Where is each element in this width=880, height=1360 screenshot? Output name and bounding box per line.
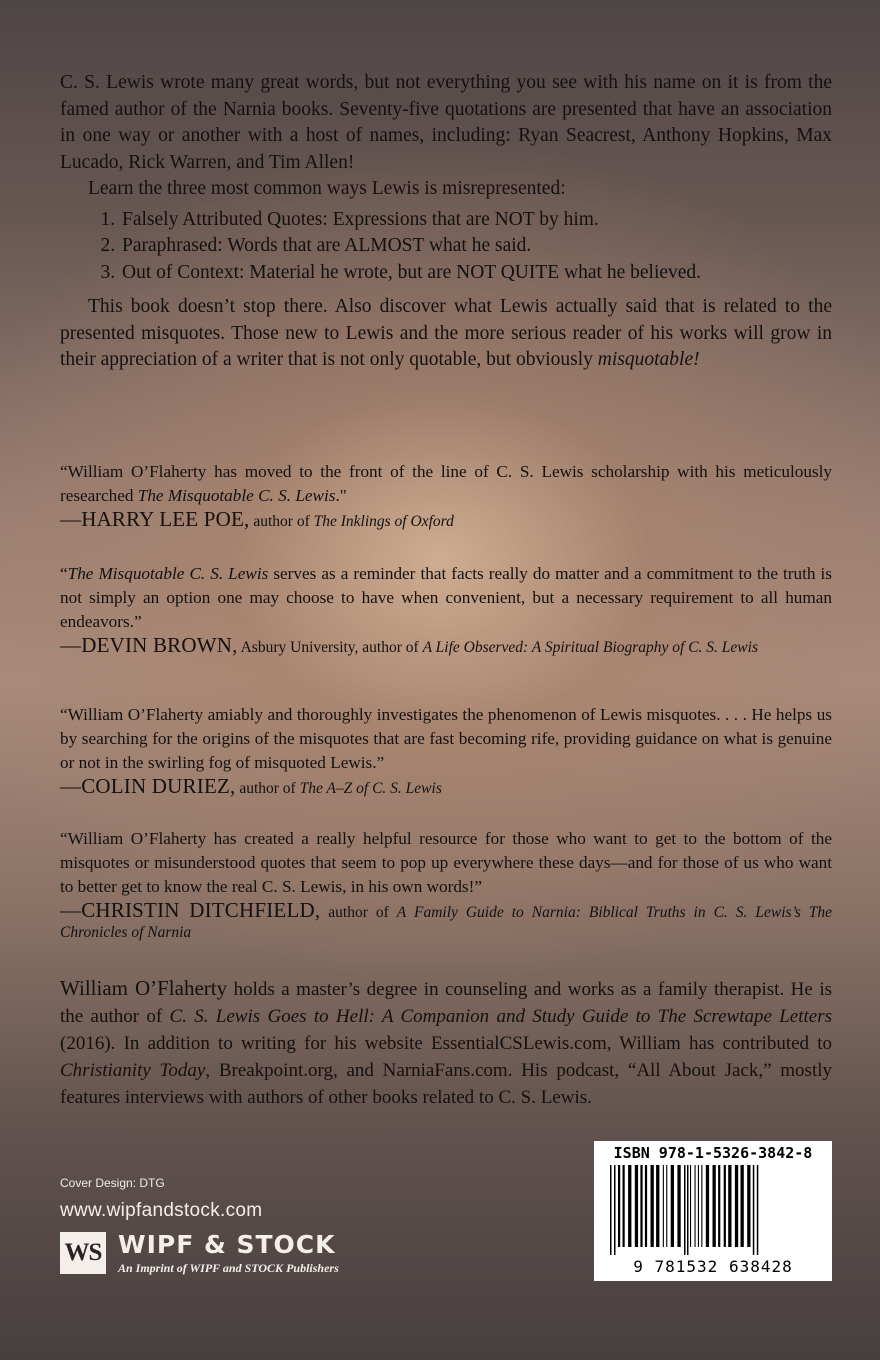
author-name: William O’Flaherty bbox=[60, 976, 228, 1000]
publisher-imprint: An Imprint of WIPF and STOCK Publishers bbox=[118, 1261, 339, 1275]
barcode-bar bbox=[610, 1165, 612, 1255]
endorsement-quote: “William O’Flaherty has moved to the front of the line of C. S. Lewis scholarship with his meticulously researched The Misquotable C. S. Lewis." bbox=[60, 462, 832, 505]
barcode-bar bbox=[623, 1165, 625, 1247]
barcode-bar bbox=[690, 1165, 691, 1247]
endorsement-brown bbox=[60, 562, 832, 658]
endorser-name: —CHRISTIN DITCHFIELD, bbox=[60, 898, 321, 922]
endorsement-attribution: —HARRY LEE POE, author of The Inklings of Oxford bbox=[60, 507, 454, 531]
barcode-bar bbox=[684, 1165, 686, 1255]
endorser-name: —HARRY LEE POE, bbox=[60, 507, 250, 531]
barcode-bar bbox=[701, 1165, 702, 1247]
author-bio: William O’Flaherty holds a master’s degree in counseling and works as a family therapist. He is the author of C. S. Lewis Goes to Hell: A Companion and Study Guide to The Screwtape Letters (2016). In addition to writing for his website EssentialCSLewis.com, William has contributed to Christianity Today, Breakpoint.org, and NarniaFans.com. His podcast, “All About Jack,” mostly features interviews with authors of other books related to C. S. Lewis. bbox=[60, 976, 833, 1108]
cover-design-credit: Cover Design: DTG bbox=[60, 1176, 165, 1190]
endorsement-quote: “William O’Flaherty has created a really helpful resource for those who want to get to the bottom of the misquotes or misunderstood quotes that seem to pop up everywhere these days—and for those of us who want to better get to know the real C. S. Lewis, in his own words!” bbox=[60, 829, 832, 896]
barcode-bar bbox=[656, 1165, 659, 1247]
barcode-bar bbox=[628, 1165, 631, 1247]
barcode-bar bbox=[687, 1165, 689, 1255]
blurb-closing bbox=[60, 294, 832, 374]
barcode-bar bbox=[695, 1165, 696, 1247]
barcode-bar bbox=[635, 1165, 638, 1247]
barcode-bar bbox=[651, 1165, 654, 1247]
isbn-barcode bbox=[594, 1141, 832, 1281]
barcode-bar bbox=[735, 1165, 738, 1247]
endorsement-ditchfield bbox=[60, 827, 832, 943]
barcode-bar bbox=[728, 1165, 731, 1247]
blurb-intro: C. S. Lewis wrote many great words, but not everything you see with his name on it is from the famed author of the Narnia books. Seventy-five quotations are presented that have an association in one way or another with a host of names, including: Ryan Seacrest, Anthony Hopkins, Max Lucado, Rick Warren, and Tim Allen! bbox=[60, 72, 832, 173]
endorser-name: —COLIN DURIEZ, bbox=[60, 774, 236, 798]
barcode-bar bbox=[757, 1165, 759, 1255]
barcode-bar bbox=[747, 1165, 750, 1247]
endorsement-attribution: —DEVIN BROWN, Asbury University, author of A Life Observed: A Spiritual Biography of C. S. Lewis bbox=[60, 633, 758, 657]
list-item: 2. Paraphrased: Words that are ALMOST what he said. bbox=[120, 233, 832, 260]
barcode-bar bbox=[713, 1165, 716, 1247]
barcode-bar bbox=[618, 1165, 620, 1247]
barcode-bar bbox=[753, 1165, 755, 1255]
endorsement-attribution: —COLIN DURIEZ, author of The A–Z of C. S. Lewis bbox=[60, 774, 442, 798]
barcode-digits: 9 781532 638428 bbox=[633, 1257, 793, 1276]
barcode-bar bbox=[666, 1165, 667, 1247]
back-cover-blurb bbox=[60, 70, 832, 374]
endorsement-poe bbox=[60, 460, 832, 532]
barcode-bar bbox=[724, 1165, 726, 1247]
misrepresentation-list bbox=[60, 207, 832, 287]
barcode-bar bbox=[671, 1165, 674, 1247]
blurb-closing-text: This book doesn’t stop there. Also discover what Lewis actually said that is related to the presented misquotes. Those new to Lewis and the more serious reader of his works will grow in their appreciation of a writer that is not only quotable, but obviously bbox=[60, 296, 832, 370]
barcode-bar bbox=[698, 1165, 699, 1247]
list-item: 3. Out of Context: Material he wrote, but are NOT QUITE what he believed. bbox=[120, 260, 832, 287]
list-item: 1. Falsely Attributed Quotes: Expressions that are NOT by him. bbox=[120, 207, 832, 234]
barcode-bar bbox=[741, 1165, 744, 1247]
isbn-label: ISBN 978-1-5326-3842-8 bbox=[613, 1144, 813, 1162]
barcode-bars bbox=[606, 1165, 820, 1255]
barcode-bar bbox=[718, 1165, 720, 1247]
endorser-name: —DEVIN BROWN, bbox=[60, 633, 238, 657]
endorsement-duriez bbox=[60, 703, 832, 799]
publisher-logo bbox=[60, 1230, 390, 1278]
blurb-list-lead: Learn the three most common ways Lewis is misrepresented: bbox=[88, 178, 566, 199]
publisher-website[interactable]: www.wipfandstock.com bbox=[60, 1200, 263, 1221]
barcode-bar bbox=[640, 1165, 642, 1247]
publisher-name: WIPF & STOCK bbox=[118, 1230, 336, 1259]
blurb-closing-emphasis: misquotable! bbox=[597, 349, 700, 370]
barcode-bar bbox=[663, 1165, 664, 1247]
barcode-bar bbox=[677, 1165, 680, 1247]
barcode-bar bbox=[645, 1165, 647, 1247]
barcode-bar bbox=[706, 1165, 709, 1247]
endorsement-attribution: —CHRISTIN DITCHFIELD, author of A Family Guide to Narnia: Biblical Truths in C. S. Lewis’s The Chronicles of Narnia bbox=[60, 898, 833, 941]
endorsement-quote: “The Misquotable C. S. Lewis serves as a reminder that facts really do matter and a commitment to the truth is not simply an option one may choose to have when convenient, but a necessary requirement to all human endeavors.” bbox=[60, 564, 832, 631]
endorsement-quote: “William O’Flaherty amiably and thoroughly investigates the phenomenon of Lewis misquotes. . . . He helps us by searching for the origins of the misquotes that are fast becoming rife, providing guidance on what is genuine or not in the swirling fog of misquoted Lewis.” bbox=[60, 705, 832, 772]
barcode-bar bbox=[614, 1165, 616, 1255]
logo-mark: WS bbox=[60, 1232, 106, 1274]
